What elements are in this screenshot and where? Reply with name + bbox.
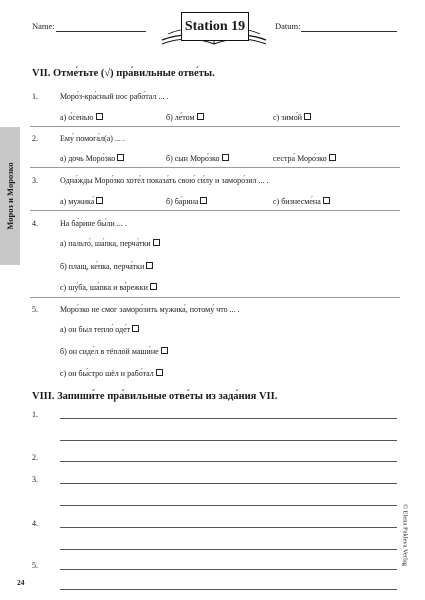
checkbox[interactable] <box>197 113 204 120</box>
divider <box>30 167 400 168</box>
q4-option-c[interactable]: с) шу́ба, ша́пка и ва́режки <box>60 283 157 292</box>
question-5-number: 5. <box>32 305 38 314</box>
checkbox[interactable] <box>323 197 330 204</box>
date-field-line[interactable] <box>301 31 397 32</box>
checkbox[interactable] <box>146 262 153 269</box>
q5-option-b[interactable]: б) он сиде́л в тёплой маши́не <box>60 347 168 356</box>
answer-3-line-1[interactable] <box>60 483 397 484</box>
question-3-text: Одна́жды Моро́зко хоте́л показа́ть свою́ си́лу и заморо́зил ... . <box>60 176 269 185</box>
checkbox[interactable] <box>132 325 139 332</box>
answer-2-number: 2. <box>32 453 38 462</box>
question-1-text: Моро́з-кра́сный нос рабо́тал ... . <box>60 92 169 101</box>
question-3-number: 3. <box>32 176 38 185</box>
question-4-number: 4. <box>32 219 38 228</box>
station-title: Station 19 <box>181 12 249 41</box>
divider <box>30 126 400 127</box>
name-label: Name: <box>32 21 55 31</box>
section-8-title: VIII. Запиши́те пра́вильные отве́ты из зада́ния VII. <box>32 391 278 402</box>
checkbox[interactable] <box>304 113 311 120</box>
question-5-text: Моро́зко не смог заморо́зить мужика́, потому́ что ... . <box>60 305 240 314</box>
checkbox[interactable] <box>96 113 103 120</box>
name-field-line[interactable] <box>56 31 146 32</box>
checkbox[interactable] <box>96 197 103 204</box>
answer-5-line-2[interactable] <box>60 589 397 590</box>
answer-4-line-2[interactable] <box>60 549 397 550</box>
question-2-number: 2. <box>32 134 38 143</box>
divider <box>30 297 400 298</box>
question-4-text: На ба́рине бы́ли ... . <box>60 219 127 228</box>
answer-1-line-1[interactable] <box>60 418 397 419</box>
q1-option-b[interactable]: б) ле́том <box>166 113 204 122</box>
checkbox[interactable] <box>153 239 160 246</box>
answer-2-line-1[interactable] <box>60 461 397 462</box>
answer-1-number: 1. <box>32 410 38 419</box>
checkbox[interactable] <box>200 197 207 204</box>
question-1-number: 1. <box>32 92 38 101</box>
checkbox[interactable] <box>161 347 168 354</box>
checkbox[interactable] <box>222 154 229 161</box>
question-2-text: Ему́ помога́л(а) ... . <box>60 134 125 143</box>
q2-option-b[interactable]: б) сын Моро́зко <box>166 154 229 163</box>
copyright-notice: © Elena Pakleva Verlag <box>401 503 409 567</box>
answer-4-number: 4. <box>32 519 38 528</box>
q4-option-a[interactable]: а) пальто́, ша́пка, перча́тки <box>60 239 160 248</box>
checkbox[interactable] <box>329 154 336 161</box>
q5-option-a[interactable]: а) он был тепло́ оде́т <box>60 325 139 334</box>
q5-option-c[interactable]: с) он бы́стро шёл и рабо́тал <box>60 369 163 378</box>
answer-5-line-1[interactable] <box>60 569 397 570</box>
answer-3-number: 3. <box>32 475 38 484</box>
checkbox[interactable] <box>150 283 157 290</box>
date-label: Datum: <box>275 21 301 31</box>
checkbox[interactable] <box>117 154 124 161</box>
answer-5-number: 5. <box>32 561 38 570</box>
q2-option-c[interactable]: сестра́ Моро́зко <box>273 154 336 163</box>
divider <box>30 210 400 211</box>
section-7-title: VII. Отме́тьте (√) пра́вильные отве́ты. <box>32 68 215 79</box>
q3-option-a[interactable]: а) мужика́ <box>60 197 103 206</box>
q1-option-a[interactable]: а) о́сенью <box>60 113 103 122</box>
side-tab-label: Мороз и Морозко <box>5 162 15 230</box>
side-tab <box>0 127 20 265</box>
answer-1-line-2[interactable] <box>60 440 397 441</box>
q2-option-a[interactable]: а) дочь Моро́зко <box>60 154 124 163</box>
page-number: 24 <box>17 578 25 587</box>
q4-option-b[interactable]: б) плащ, ке́пка, перча́тки <box>60 262 153 271</box>
q3-option-c[interactable]: с) бизнесме́на <box>273 197 330 206</box>
q1-option-c[interactable]: с) зимо́й <box>273 113 311 122</box>
answer-3-line-2[interactable] <box>60 505 397 506</box>
q3-option-b[interactable]: б) ба́рина <box>166 197 207 206</box>
checkbox[interactable] <box>156 369 163 376</box>
answer-4-line-1[interactable] <box>60 527 397 528</box>
